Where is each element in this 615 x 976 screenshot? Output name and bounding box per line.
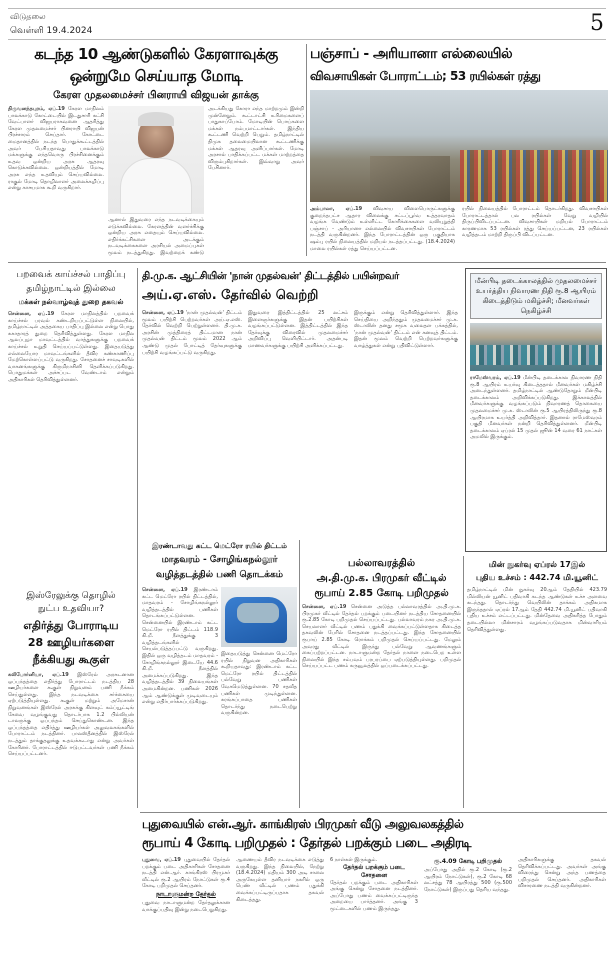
body-puducherry-col1b: புதுவை நாடாளுமன்ற தேர்தலுக்கான வாக்குப்பதிவு இன்று நடைபெறுகிறது.: [142, 899, 230, 913]
story-google-workers: [8, 590, 134, 970]
divider: [140, 812, 607, 813]
masthead: [8, 8, 606, 40]
headline-kerala-1: கடந்த 10 ஆண்டுகளில் கேரளாவுக்கு: [34, 45, 278, 63]
body-puducherry-col2: ஆணையம் தீவிர நடவடிக்கை எடுத்து வருகிறது. இந்த நிலையில், நேற்று (18.4.2024) மதியம் 300 அடி சாலை அருகேயுள்ள தனியார் நகரில் ஒரு பெண் வீட்டில் பணம் பதுக்கி வைக்கப்பட்டிருப்பதாக தகவல் கிடைத்தது.: [236, 857, 324, 903]
headline-aiadmk-3: ரூபாய் 2.85 கோடி பறிமுதல்: [314, 588, 449, 599]
headline-power-2: புதிய உச்சம் : 442.74 மி.யூனிட்: [476, 573, 598, 582]
headline-puducherry-1: புதுவையில் என்.ஆர். காங்கிரஸ் பிரமுகர் வீடு அலுவலகத்தில்: [142, 817, 464, 831]
divider: [137, 268, 138, 808]
body-birdflu: கேரள மாநிலத்தில் பறவைக் காய்ச்சல் பரவல் கண்டறியப்பட்டுள்ள நிலையில், தமிழ்நாட்டில் அத்தகைய பாதிப்பு இல்லை என்று பொது சுகாதாரத் துறை தெரிவித்துள்ளது. கேரள மாநில ஆலப்புழா மாவட்டத்தில் வாத்துகளுக்கு பறவைக் காய்ச்சல் உறுதி செய்யப்பட்டுள்ளது. இதையடுத்து எல்லையோர மாவட்டங்களில் தீவிர கண்காணிப்பு மேற்கொள்ளப்பட்டு வருகிறது. சோதனைச் சாவடிகளில் வாகனங்களுக்கு கிருமிநாசினி தெளிக்கப்படுகிறது. பொதுமக்கள் அச்சப்பட வேண்டாம் என்றும் அதிகாரிகள் தெரிவித்துள்ளனர்.: [8, 311, 134, 383]
dateline-fishermen: ராமேஸ்வரம், ஏப்.19: [470, 375, 521, 381]
photo-track: [370, 156, 450, 202]
body-puducherry-col3: 6 நாள்கள் இருக்கும்.: [330, 857, 378, 863]
body-ias-col1: 'நான் முதல்வன்' திட்டம் மூலம் பயிற்சி பெற்றவர்கள் அய்.ஏ.எஸ். தேர்வில் வெற்றி பெற்றுள்ளனர். தி.மு.க. அரசின் முத்திரைத் திட்டமான நான் முதல்வன் திட்டம் மூலம் 2022 ஆம் ஆண்டு முதல் போட்டித் தேர்வுகளுக்கு பயிற்சி வழங்கப்பட்டு வருகிறது.: [142, 310, 242, 356]
story-kerala: [8, 42, 304, 258]
headline-aiadmk-2: அ.தி.மு.க. பிரமுகர் வீட்டில்: [316, 573, 447, 584]
body-puducherry-col1: புதுவையில் தேர்தல் பறக்கும் படை அதிகாரிகள் சோதனை நடத்தி என்.ஆர். காங்கிரஸ் பிரமுகர் வீட்டில் ரூ.2 ஆயிரம் நோட்டுகள் ரூ.4 கோடி பறிமுதல் செய்தனர்.: [142, 857, 230, 890]
dateline-birdflu: சென்னை, ஏப்.19: [8, 311, 55, 317]
body-metro-right: இதையடுத்து சென்னை மெட்ரோ ரயில் நிறுவன அதிகாரிகள் கூறியதாவது: இரண்டாம் கட்ட மெட்ரோ ரயில் திட்டத்தில் பல்வேறு பணிகள் வேகமெடுத்துள்ளன. 70 சதவீத பணிகள் முடிந்துள்ளன. சுரங்கப்பாதை பணிகள் தொடர்ந்து நடைபெற்று வருகின்றன.: [221, 651, 297, 717]
headline-punjab-2: விவசாயிகள் போராட்டம்; 53 ரயில்கள் ரத்து: [310, 69, 541, 83]
headline-kerala-2: ஒன்றுமே செய்யாத மோடி: [69, 67, 243, 85]
photo-boats: [470, 345, 602, 365]
headline-metro-3: வழித்தடத்தில் பணி தொடக்கம்: [156, 570, 283, 580]
headline-workers-5: நீக்கியது கூகுள்: [32, 653, 110, 666]
metro-window: [237, 603, 279, 623]
headline-ias-1: தி.மு.க. ஆட்சியின் 'நான் முதல்வன்' திட்டத்தில் பயின்றவர்: [142, 271, 399, 282]
photo-crowd: [460, 150, 608, 202]
subhead-kerala: கேரள முதலமைச்சர் பினராயி விஜயன் தாக்கு: [53, 90, 259, 101]
story-bird-flu: [8, 268, 134, 584]
body-kerala-left: கேரள மாநிலம் பாலக்காடு கோட்டையில் இடதுசாரி கட்சி வேட்பாளர் விஜயராகவனை ஆதரித்து கேரள முதலமைச்சர் பினராயி விஜயன் பிரச்சாரம் செய்தார். கோட்டை மைதானத்தில் நடந்த பொதுக்கூட்டத்தில் அவர் பேசியதாவது பாலக்காடு மக்களுக்கு எந்தவொரு பிரச்சினைக்கும் உதவ ஒன்றிய அரசு ஆதரவு கொடுக்கவில்லை. ஒன்றியத்தில் மோடி அரசு எந்த உதவியும் செய்யவில்லை. ராகுல் மோடி தொழிலாளர் அலைக்கழிப்பு என்று காசயமாக கூறி வருகிறார்.: [8, 106, 104, 192]
dateline-workers: கலிபோர்னியா, ஏப்.19: [8, 672, 69, 678]
photo-farmers-protest: [310, 90, 608, 202]
dateline-ias: சென்னை, ஏப்.19: [142, 310, 184, 316]
subhead-birdflu: மக்கள் நல்வாழ்வுத் துறை தகவல்: [18, 298, 124, 306]
story-ias: [142, 268, 460, 536]
portrait-hair: [138, 112, 174, 126]
body-kerala-mid: ஆனால் இதுவரை எந்த நடவடிக்கையும் எடுக்கவில்லை. கேரளத்தின் வளர்ச்சிக்கு ஒன்றிய அரசு எதையும் செய்யவில்லை. எதிர்க்கட்சிகளை அடக்கும் நடவடிக்கைகளை அரசியல் அமைப்புகள் மூலம் நடத்துகிறது. இவற்றைக் கண்டு: [108, 217, 204, 256]
body-workers: இஸ்ரேல் அரசுடனான ஒப்பந்தத்தை எதிர்த்து போராட்டம் நடத்திய 28 ஊழியர்களை கூகுள் நிறுவனம் பணி நீக்கம் செய்துள்ளது. இந்த நடவடிக்கை சர்ச்சையை ஏற்படுத்தியுள்ளது. கூகுள் மற்றும் அமேசான் நிறுவனங்கள் இஸ்ரேல் அரசுக்கு கிளவுட் கம்ப்யூட்டிங் சேவை வழங்குவது தொடர்பாக 1.2 பில்லியன் டாலருக்கு ஒப்பந்தம் செய்துகொண்டன. இந்த ஒப்பந்தத்தை எதிர்த்து ஊழியர்கள் அலுவலகங்களில் போராட்டம் நடத்தினர். பாலஸ்தீனத்தில் இஸ்ரேல் நடத்தும் தாக்குதலுக்கு உதவக்கூடாது என்று அவர்கள் கோரினர். போராட்டத்தில் ஈடுபட்டவர்கள் பணி நீக்கம் செய்யப்பட்டனர்.: [8, 672, 134, 758]
headline-metro-2: மாதவரம் - சோழிங்கநல்லூர்: [161, 555, 278, 565]
page-number: 5: [590, 11, 604, 36]
headline-workers-2: நுட்ப உதவியா?: [38, 604, 104, 614]
story-aiadmk: [302, 556, 461, 808]
headline-birdflu-1: பறவைக் காய்ச்சல் பாதிப்பு: [16, 270, 126, 280]
headline-aiadmk-1: பல்லாவரத்தில்: [347, 558, 415, 569]
photo-pinarayi: [108, 106, 204, 214]
body-puducherry-col4: அப்போது அதில் ரூ.2 கோடி (ரூ.2 ஆயிரம் நோட்டுகள்), ரூ.2 கோடி 68 லட்சத்து 78 ஆயிரத்து 500 (ரூ.500 நோட்டுகள்) இருப்பது தெரிய வந்தது.: [424, 867, 512, 893]
story-fishermen-box: [465, 268, 607, 552]
divider: [306, 44, 307, 256]
headline-power-1: மின் நுகர்வு ஏப்ரல் 17இல்: [488, 560, 586, 569]
divider: [299, 540, 300, 808]
story-puducherry: [142, 815, 607, 970]
photo-fishing-boats: [470, 323, 602, 371]
headline-workers-4: 28 ஊழியர்களை: [27, 636, 115, 649]
headline-workers-3: எதிர்த்து போராடிய: [23, 619, 119, 632]
body-ias-col2: இதுவரை இத்திட்டத்தில் 25 லட்சம் இளைஞர்களுக்கு இதன் பயிற்சிகள் வழங்கப்பட்டுள்ளன. இத்திட்டத்தில் இந்த தேர்வுக்கு விரைவில் முதலமைச்சர் அறிவிப்பு வெளியிட்டார். அதன்படி மாணவர்களுக்கு பயிற்சி அளிக்கப்பட்டது.: [248, 310, 348, 349]
issue-date: வெள்ளி 19.4.2024: [10, 26, 93, 36]
portrait-body: [120, 158, 192, 214]
divider: [463, 556, 464, 808]
headline-birdflu-2: தமிழ்நாட்டில் இல்லை: [26, 284, 116, 294]
body-metro: இரண்டாம் கட்ட மெட்ரோ ரயில் திட்டத்தில், மாதவரம் - சோழிங்கநல்லூர் வழித்தடத்தில் பணிகள் தொடங்கப்பட்டுள்ளன. சென்னையில் இரண்டாம் கட்ட மெட்ரோ ரயில் திட்டம் 118.9 கி.மீ. நீளத்துக்கு 3 வழித்தடங்களில் செயல்படுத்தப்பட்டு வருகிறது. இதில் ஒரு வழித்தடம் மாதவரம் - சோழிங்கநல்லூர் இடையே 44.6 கி.மீ. நீளத்தில் அமைக்கப்படுகிறது. இந்த வழித்தடத்தில் 39 நிலையங்கள் அமைகின்றன. பணிகள் 2026 ஆம் ஆண்டுக்குள் முடிவடையும் என்று எதிர்பார்க்கப்படுகிறது.: [142, 587, 218, 706]
subhead-puducherry-col1: நாடாளுமன்ற தேர்தல்: [156, 890, 216, 898]
dateline-puducherry: புதுவை, ஏப்.19: [142, 857, 181, 863]
dateline-metro: சென்னை, ஏப்.19: [142, 587, 188, 593]
body-kerala-right: அடக்கியது கோரா எந்த மாற்றமும் இன்றி முன்னேறும். கூட்டாட்சி உரிமைகளைப் பாதுகாப்போம். மோடியின் பொய்களை மக்கள் நம்பமாட்டார்கள். இந்திய கூட்டணி வெற்றி பெறும். தமிழ்நாட்டில் திமுக தலைமையிலான கூட்டணிக்கு மக்கள் ஆதரவு அளிப்பார்கள். மோடி அரசால் பாதிக்கப்பட்ட மக்கள் மாற்றத்தை விரும்புகிறார்கள். இவ்வாறு அவர் பேசினார்.: [208, 106, 304, 172]
subhead-puducherry-col4: ரூ.4.09 கோடி பறிமுதல்: [433, 858, 503, 865]
headline-fishermen: மீன்பிடி தடைக்காலத்தில் முதலமைச்சர் உயர்த்திய நிவாரண நிதி ரூ.8 ஆயிரம் கிடைத்திடும் மகிழ்ச்சி; மீனவர்கள் நெகிழ்ச்சி: [470, 273, 602, 319]
paper-name: விடுதலை: [10, 12, 46, 21]
photo-metro-train: [221, 587, 297, 647]
divider: [8, 262, 606, 263]
body-power: தமிழ்நாட்டில் மின் நுகர்வு 20ஆம் தேதியில் 423.79 மில்லியன் யூனிட் பதிவாகி கடந்த ஆண்டுகள் உச்ச அளவை கடந்தது. தொடர்ந்து வெயிலின் தாக்கம் அதிகமாக இருந்ததால் ஏப்ரல் 17ஆம் தேதி 442.74 மி.யூனிட் பதிவாகி புதிய உச்சம் எட்டப்பட்டது. மின்தேவை அதிகரித்த போதும் தடையில்லா மின்சாரம் வழங்கப்படுவதாக மின்வாரியம் தெரிவித்துள்ளது.: [467, 587, 607, 633]
story-punjab: [310, 42, 608, 258]
headline-metro-1: இரண்டாவது கட்ட மெட்ரோ ரயில் திட்டம்: [152, 542, 287, 550]
headline-punjab-1: பஞ்சாப் - அரியானா எல்லையில்: [310, 46, 513, 62]
headline-puducherry-2: ரூபாய் 4 கோடி பறிமுதல் : தேர்தல் பறக்கும் படை அதிரடி: [142, 836, 471, 851]
dateline-punjab: அம்பாலா, ஏப்.19: [310, 206, 363, 212]
dateline-kerala: திருவனந்தபுரம், ஏப்.19: [8, 106, 65, 112]
body-ias-col3: இருக்கும் என்று தெரிவித்துள்ளார். இந்த செய்தியை அறிந்ததும் முதலமைச்சர் மு.க. ஸ்டாலின் தனது சமூக வலைதள பக்கத்தில், 'நான் முதல்வன்' திட்டம் என் கனவுத் திட்டம். இதன் மூலம் வெற்றி பெற்றவர்களுக்கு வாழ்த்துகள் என்று பதிவிட்டுள்ளார்.: [354, 310, 458, 349]
subhead-puducherry-col3: தேர்தல் பறக்கும் படை சோதனை: [343, 863, 405, 879]
headline-ias-2: அய்.ஏ.எஸ். தேர்வில் வெற்றி: [142, 288, 319, 303]
dateline-aiadmk: சென்னை, ஏப்.19: [302, 604, 347, 610]
story-metro: [142, 540, 297, 808]
body-fishermen: மீன்பிடி தடைக்கால நிவாரண நிதி ரூ.8 ஆயிரம் உயர்வு கிடைத்ததால் மீனவர்கள் மகிழ்ச்சி அடைந்துள்ளனர். தமிழ்நாட்டில் ஆண்டுதோறும் மீன்பிடி தடைக்காலம் அறிவிக்கப்படுகிறது. இக்காலத்தில் மீனவர்களுக்கு வழங்கப்படும் நிவாரணத் தொகையை முதலமைச்சர் மு.க. ஸ்டாலின் ரூ.5 ஆயிரத்திலிருந்து ரூ.8 ஆயிரமாக உயர்த்தி அறிவித்தார். இதனால் ராமேஸ்வரம் பகுதி மீனவர்கள் நன்றி தெரிவித்துள்ளனர். மீன்பிடி தடைக்காலம் ஏப்ரல் 15 முதல் ஜூன் 14 வரை 61 நாட்கள் அமலில் இருக்கும்.: [470, 375, 602, 441]
story-power: [467, 558, 607, 808]
body-punjab-right: ரயில் நிலையத்தில் போராட்டம் தொடர்கிறது. விவசாயிகள் போராட்டத்தால் பல ரயில்கள் வேறு வழியில் திருப்பிவிடப்பட்டன. விவசாயிகள் மறியல் போராட்டம் காரணமாக 53 ரயில்கள் ரத்து செய்யப்பட்டன, 23 ரயில்கள் வழித்தடம் மாற்றி திருப்பி விடப்பட்டன.: [462, 206, 608, 239]
body-puducherry-col5: அதிகாரிகளுக்கு தகவல் தெரிவிக்கப்பட்டது. அவர்கள் அங்கு விரைந்து சென்று அந்த பணத்தை பறிமுதல் செய்தனர். அதிகாரிகள் விசாரணை நடத்தி வருகின்றனர்.: [518, 857, 606, 890]
headline-workers-1: இஸ்ரேலுக்கு தொழில்: [26, 591, 116, 601]
body-puducherry-col3b: தேர்தல் பறக்கும் படை அதிகாரிகள் அங்கு சென்று சோதனை நடத்தினர். அப்போது பணம் வைக்கப்பட்டிருந்த அறையை பார்த்தனர். அங்கு 3 மூட்டைகளில் பணம் இருந்தது.: [330, 879, 418, 912]
body-aiadmk: சென்னை அடுத்த பல்லாவரத்தில் அ.தி.மு.க. பிரமுகர் வீட்டில் தேர்தல் பறக்கும் படையினர் நடத்திய சோதனையில் ரூ.2.85 கோடி பறிமுதல் செய்யப்பட்டது. பல்லாவரம் நகர அ.தி.மு.க. செயலாளர் வீட்டில் பணம் பதுக்கி வைக்கப்பட்டுள்ளதாக கிடைத்த தகவலின் பேரில் சோதனை நடத்தப்பட்டது. இந்த சோதனையில் ரூபாய் 2.85 கோடி ரொக்கம் பறிமுதல் செய்யப்பட்டது. மேலும் அவரது வீட்டில் இருந்து பல்வேறு ஆவணங்களும் கைப்பற்றப்பட்டன. நாடாளுமன்ற தேர்தல் நாளை நடைபெற உள்ள நிலையில் இந்த சம்பவம் பரபரப்பை ஏற்படுத்தியுள்ளது. பறிமுதல் செய்யப்பட்ட பணம் கருவூலத்தில் ஒப்படைக்கப்பட்டது.: [302, 604, 461, 670]
body-punjab-left: விவசாய விளைபொருட்களுக்கு குறைந்தபட்ச ஆதார விலைக்கு சட்டப்பூர்வ உத்தரவாதம் வழங்க வேண்டும் உள்ளிட்ட கோரிக்கைகளை வலியுறுத்தி பஞ்சாப் - அரியானா எல்லையில் விவசாயிகள் போராட்டம் நடத்தி வருகின்றனர். இந்த போராட்டத்தின் ஒரு பகுதியாக ஷம்பு ரயில் நிலையத்தில் மறியல் நடத்தப்பட்டது. (18.4.2024) மாலை ரயில்கள் ரத்து செய்யப்பட்டன.: [310, 206, 455, 252]
